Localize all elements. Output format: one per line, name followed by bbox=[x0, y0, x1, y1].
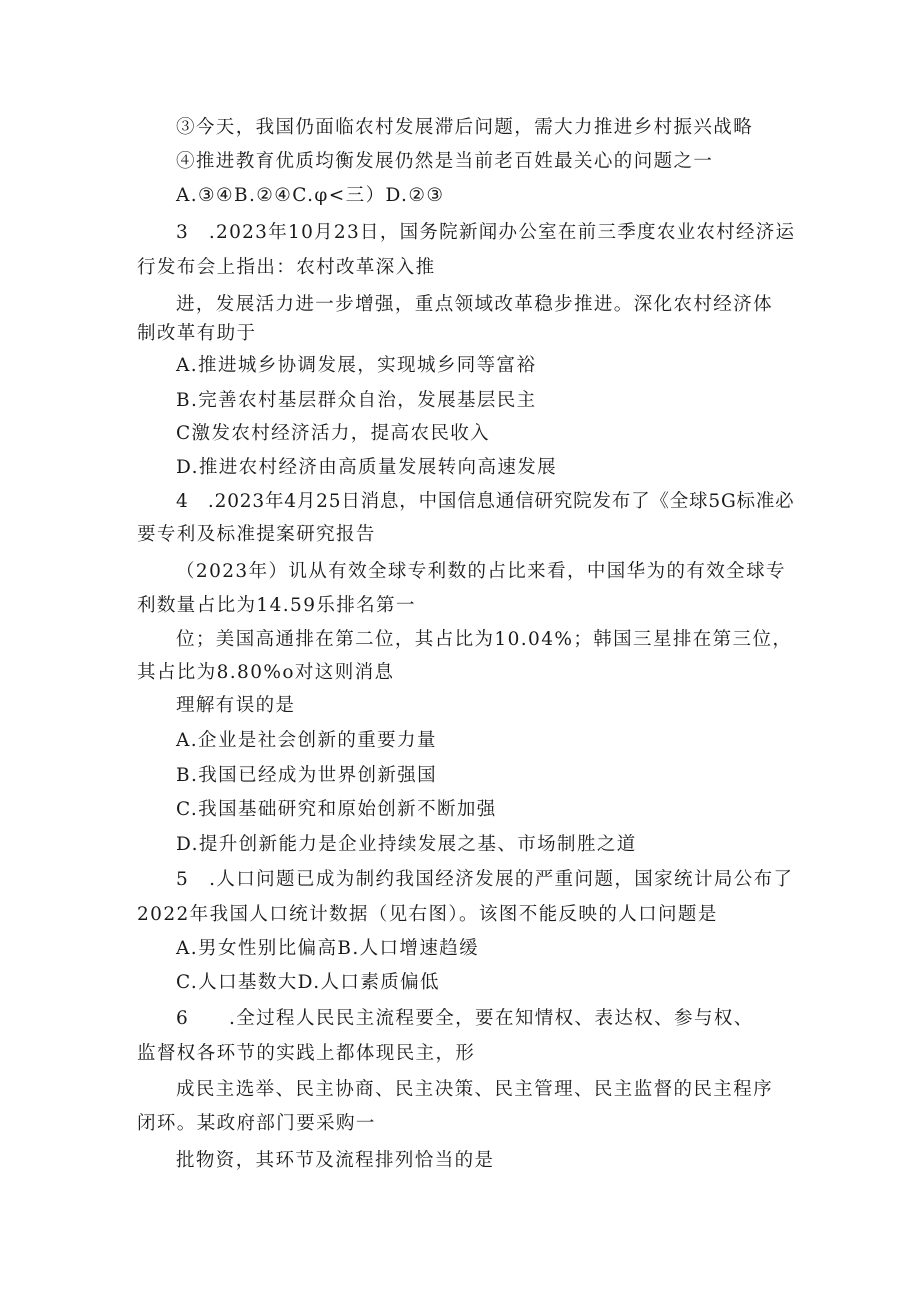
text-line: A.企业是社会创新的重要力量 bbox=[176, 730, 437, 751]
text-line: 4 .2023年4月25日消息，中国信息通信研究院发布了《全球5G标准必 bbox=[176, 491, 795, 512]
text-line: 位；美国高通排在第二位，其占比为10.04%；韩国三星排在第三位， bbox=[176, 629, 793, 650]
text-line: C.我国基础研究和原始创新不断加强 bbox=[176, 799, 497, 820]
text-line: A.③④B.②④C.φ<三）D.②③ bbox=[176, 185, 445, 206]
text-line: B.我国已经成为世界创新强国 bbox=[176, 765, 438, 786]
text-line: C激发农村经济活力，提高农民收入 bbox=[176, 423, 491, 444]
text-line: ③今天，我国仍面临农村发展滞后问题，需大力推进乡村振兴战略 bbox=[176, 117, 754, 138]
text-line: （2023年）讥从有效全球专利数的占比来看，中国华为的有效全球专 bbox=[176, 561, 786, 582]
text-line: D.提升创新能力是企业持续发展之基、市场制胜之道 bbox=[176, 834, 637, 855]
text-line: B.完善农村基层群众自治，发展基层民主 bbox=[176, 390, 537, 411]
text-line: 2022年我国人口统计数据（见右图）。该图不能反映的人口问题是 bbox=[137, 904, 718, 925]
text-line: 理解有误的是 bbox=[176, 695, 296, 716]
text-line: D.推进农村经济由高质量发展转向高速发展 bbox=[176, 457, 558, 478]
text-line: 批物资，其环节及流程排列恰当的是 bbox=[176, 1150, 495, 1171]
text-line: 要专利及标准提案研究报告 bbox=[137, 524, 376, 545]
text-line: 闭环。某政府部门要采购一 bbox=[137, 1113, 376, 1134]
text-line: 利数量占比为14.59乐排名第一 bbox=[137, 595, 416, 616]
text-line: 制改革有助于 bbox=[137, 323, 257, 344]
text-line: 其占比为8.80%o对这则消息 bbox=[137, 662, 395, 683]
text-line: 3 .2023年10月23日，国务院新闻办公室在前三季度农业农村经济运 bbox=[176, 222, 796, 243]
text-line: C.人口基数大D.人口素质偏低 bbox=[176, 972, 440, 993]
text-line: 5 .人口问题已成为制约我国经济发展的严重问题，国家统计局公布了 bbox=[176, 869, 794, 890]
text-line: 监督权各环节的实践上都体现民主，形 bbox=[137, 1043, 476, 1064]
text-line: 成民主选举、民主协商、民主决策、民主管理、民主监督的民主程序 bbox=[176, 1079, 774, 1100]
text-line: 行发布会上指出：农村改革深入推 bbox=[137, 257, 436, 278]
text-line: 6 .全过程人民民主流程要全，要在知情权、表达权、参与权、 bbox=[176, 1008, 754, 1029]
text-line: A.推进城乡协调发展，实现城乡同等富裕 bbox=[176, 355, 537, 376]
text-line: ④推进教育优质均衡发展仍然是当前老百姓最关心的问题之一 bbox=[176, 151, 714, 172]
text-line: A.男女性别比偏高B.人口增速趋缓 bbox=[176, 938, 480, 959]
text-line: 进，发展活力进一步增强，重点领域改革稳步推进。深化农村经济体 bbox=[176, 294, 774, 315]
